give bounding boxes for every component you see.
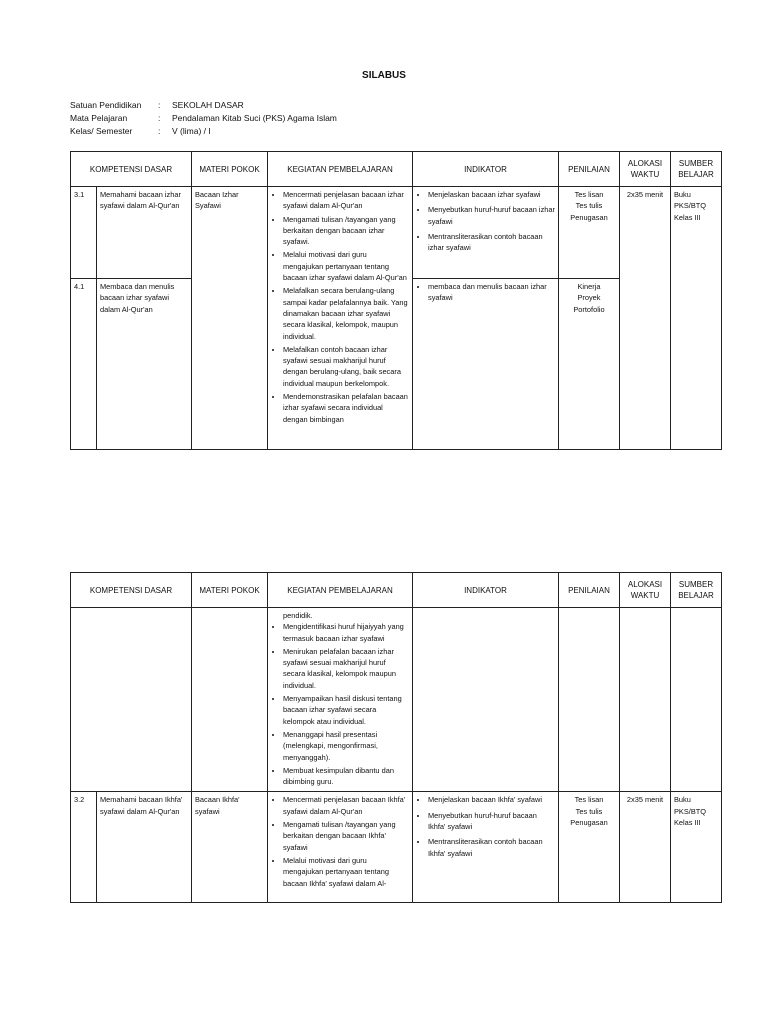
penilaian-item: Portofolio	[573, 304, 605, 314]
header-indikator: INDIKATOR	[413, 573, 559, 608]
header-materi-pokok: MATERI POKOK	[192, 152, 268, 187]
penilaian-item: Penugasan	[570, 818, 608, 828]
table-row	[71, 792, 722, 903]
alokasi-cell	[620, 608, 671, 792]
kegiatan-list	[271, 189, 409, 425]
list-item: • Menirukan pelafalan bacaan izhar syafawi sesuai makharijul huruf secara klasikal, kelompok maupun individual.	[283, 646, 409, 691]
header-alokasi-waktu	[620, 573, 671, 608]
table-row	[71, 187, 722, 279]
indikator-list	[416, 794, 555, 858]
document-title: SILABUS	[362, 70, 406, 81]
header-kegiatan: KEGIATAN PEMBELAJARAN	[268, 152, 413, 187]
kd-cell	[71, 187, 192, 279]
header-kompetensi-dasar: KOMPETENSI DASAR	[71, 152, 192, 187]
sumber-cell	[671, 187, 722, 450]
list-item: • Mengamati tulisan /tayangan yang berkaitan dengan bacaan izhar syafawi.	[283, 214, 409, 248]
header-penilaian: PENILAIAN	[559, 573, 620, 608]
materi-cell: Bacaan Ikhfa' syafawi	[192, 792, 268, 903]
meta-colon: :	[158, 100, 161, 110]
kegiatan-list	[271, 621, 409, 787]
list-item: • Mengidentifikasi huruf hijaiyyah yang termasuk bacaan izhar syafawi	[283, 621, 409, 644]
header-alokasi-line2: WAKTU	[630, 170, 660, 179]
meta-colon: :	[158, 113, 161, 123]
sumber-item: Kelas III	[674, 212, 701, 222]
kd-number: 4.1	[71, 279, 97, 449]
alokasi-cell: 2x35 menit	[620, 792, 671, 903]
penilaian-item: Tes lisan	[574, 190, 604, 199]
sumber-item: Kelas III	[674, 818, 701, 828]
kegiatan-list	[271, 794, 409, 888]
header-kompetensi-dasar: KOMPETENSI DASAR	[71, 573, 192, 608]
materi-cell	[192, 608, 268, 792]
list-item: • Mentransliterasikan contoh bacaan izhar syafawi	[428, 231, 555, 254]
indikator-cell	[413, 187, 559, 279]
indikator-cell	[413, 279, 559, 450]
list-item: • Melalui motivasi dari guru mengajukan pertanyaan tentang bacaan Ikhfa' syafawi dalam Al-	[283, 855, 409, 889]
list-item: • Mendemonstrasikan pelafalan bacaan izhar syafawi secara individual dengan bimbingan	[283, 391, 409, 425]
meta-label: Mata Pelajaran	[70, 113, 128, 123]
kegiatan-continued: pendidik.	[283, 611, 313, 620]
header-alokasi-line2: WAKTU	[630, 591, 660, 600]
list-item: • Mentransliterasikan contoh bacaan Ikhfa' syafawi	[428, 836, 555, 859]
penilaian-item: Penugasan	[570, 212, 608, 222]
list-item: • Menyebutkan huruf-huruf bacaan Ikhfa' syafawi	[428, 810, 555, 833]
meta-row-satuan	[70, 99, 337, 112]
kd-text: Memahami bacaan izhar syafawi dalam Al-Qur'an	[100, 190, 181, 211]
header-sumber-line1: SUMBER	[678, 159, 714, 168]
list-item: • Melalui motivasi dari guru mengajukan pertanyaan tentang bacaan izhar syafawi dalam Al-Qur'an	[283, 249, 409, 283]
list-item: • Menjelaskan bacaan izhar syafawi	[428, 189, 555, 200]
header-sumber-line2: BELAJAR	[678, 591, 714, 600]
syllabus-table-1	[70, 151, 722, 450]
kd-text: Memahami bacaan Ikhfa' syafawi dalam Al-Qur'an	[100, 795, 183, 816]
header-kegiatan: KEGIATAN PEMBELAJARAN	[268, 573, 413, 608]
sumber-item: PKS/BTQ	[674, 806, 707, 816]
sumber-cell	[671, 792, 722, 903]
penilaian-item: Tes tulis	[575, 201, 603, 211]
kd-cell	[71, 608, 192, 792]
identity-block	[70, 99, 337, 138]
kd-number: 3.1	[71, 187, 97, 278]
indikator-list	[416, 281, 555, 304]
kegiatan-cell	[268, 792, 413, 903]
header-sumber-belajar	[671, 573, 722, 608]
list-item: • Menyampaikan hasil diskusi tentang bacaan izhar syafawi secara kelompok atau individual.	[283, 693, 409, 727]
list-item: • Menyebutkan huruf-huruf bacaan izhar syafawi	[428, 204, 555, 227]
table-header-row	[71, 573, 722, 608]
list-item: • Mencermati penjelasan bacaan Ikhfa' syafawi dalam Al-Qur'an	[283, 794, 409, 817]
kd-text: Membaca dan menulis bacaan izhar syafawi dalam Al-Qur'an	[100, 282, 175, 314]
header-alokasi-line1: ALOKASI	[627, 580, 663, 589]
header-penilaian: PENILAIAN	[559, 152, 620, 187]
kd-cell	[71, 792, 192, 903]
penilaian-item: Tes lisan	[574, 795, 604, 805]
materi-cell: Bacaan Izhar Syafawi	[192, 187, 268, 450]
kd-cell	[71, 279, 192, 450]
meta-value: SEKOLAH DASAR	[172, 100, 244, 110]
kd-number: 3.2	[71, 792, 97, 902]
penilaian-cell	[559, 279, 620, 450]
list-item: • membaca dan menulis bacaan izhar syafawi	[428, 281, 555, 304]
indikator-cell	[413, 792, 559, 903]
kegiatan-cell	[268, 187, 413, 450]
sumber-item: Buku	[674, 795, 691, 805]
syllabus-table-2	[70, 572, 722, 903]
table-header-row	[71, 152, 722, 187]
meta-label: Satuan Pendidikan	[70, 100, 142, 110]
meta-value: Pendalaman Kitab Suci (PKS) Agama Islam	[172, 113, 337, 123]
header-indikator: INDIKATOR	[413, 152, 559, 187]
sumber-item: PKS/BTQ	[674, 201, 707, 211]
indikator-list	[416, 189, 555, 253]
list-item: • Mengamati tulisan /tayangan yang berkaitan dengan bacaan Ikhfa' syafawi	[283, 819, 409, 853]
list-item: • Melafalkan secara berulang-ulang sampai kadar pelafalannya baik. Yang dinamakan bacaan izhar syafawi secara klasikal, kelompok, maupun individual.	[283, 285, 409, 341]
sumber-cell	[671, 608, 722, 792]
sumber-item: Buku	[674, 190, 691, 199]
table-row	[71, 608, 722, 792]
penilaian-item: Proyek	[577, 293, 601, 303]
list-item: • Membuat kesimpulan dibantu dan dibimbing guru.	[283, 765, 409, 788]
header-alokasi-line1: ALOKASI	[627, 159, 663, 168]
header-materi-pokok: MATERI POKOK	[192, 573, 268, 608]
header-sumber-belajar	[671, 152, 722, 187]
meta-row-kelas	[70, 125, 337, 138]
indikator-cell	[413, 608, 559, 792]
meta-value: V (lima) / I	[172, 126, 211, 136]
list-item: • Menanggapi hasil presentasi (melengkapi, mengonfirmasi, menyanggah).	[283, 729, 409, 763]
list-item: • Melafalkan contoh bacaan izhar syafawi sesuai makharijul huruf dengan berulang-ulang, baik secara individual maupun berkelompok.	[283, 344, 409, 389]
header-sumber-line2: BELAJAR	[678, 170, 714, 179]
meta-colon: :	[158, 126, 161, 136]
meta-label: Kelas/ Semester	[70, 126, 133, 136]
alokasi-cell: 2x35 menit	[620, 187, 671, 450]
list-item: • Mencermati penjelasan bacaan izhar syafawi dalam Al-Qur'an	[283, 189, 409, 212]
list-item: • Menjelaskan bacaan Ikhfa' syafawi	[428, 794, 555, 805]
penilaian-cell	[559, 792, 620, 903]
penilaian-item: Tes tulis	[575, 806, 603, 816]
penilaian-cell	[559, 187, 620, 279]
header-alokasi-waktu	[620, 152, 671, 187]
penilaian-item: Kinerja	[577, 282, 601, 291]
kegiatan-cell	[268, 608, 413, 792]
header-sumber-line1: SUMBER	[678, 580, 714, 589]
penilaian-cell	[559, 608, 620, 792]
meta-row-mapel	[70, 112, 337, 125]
